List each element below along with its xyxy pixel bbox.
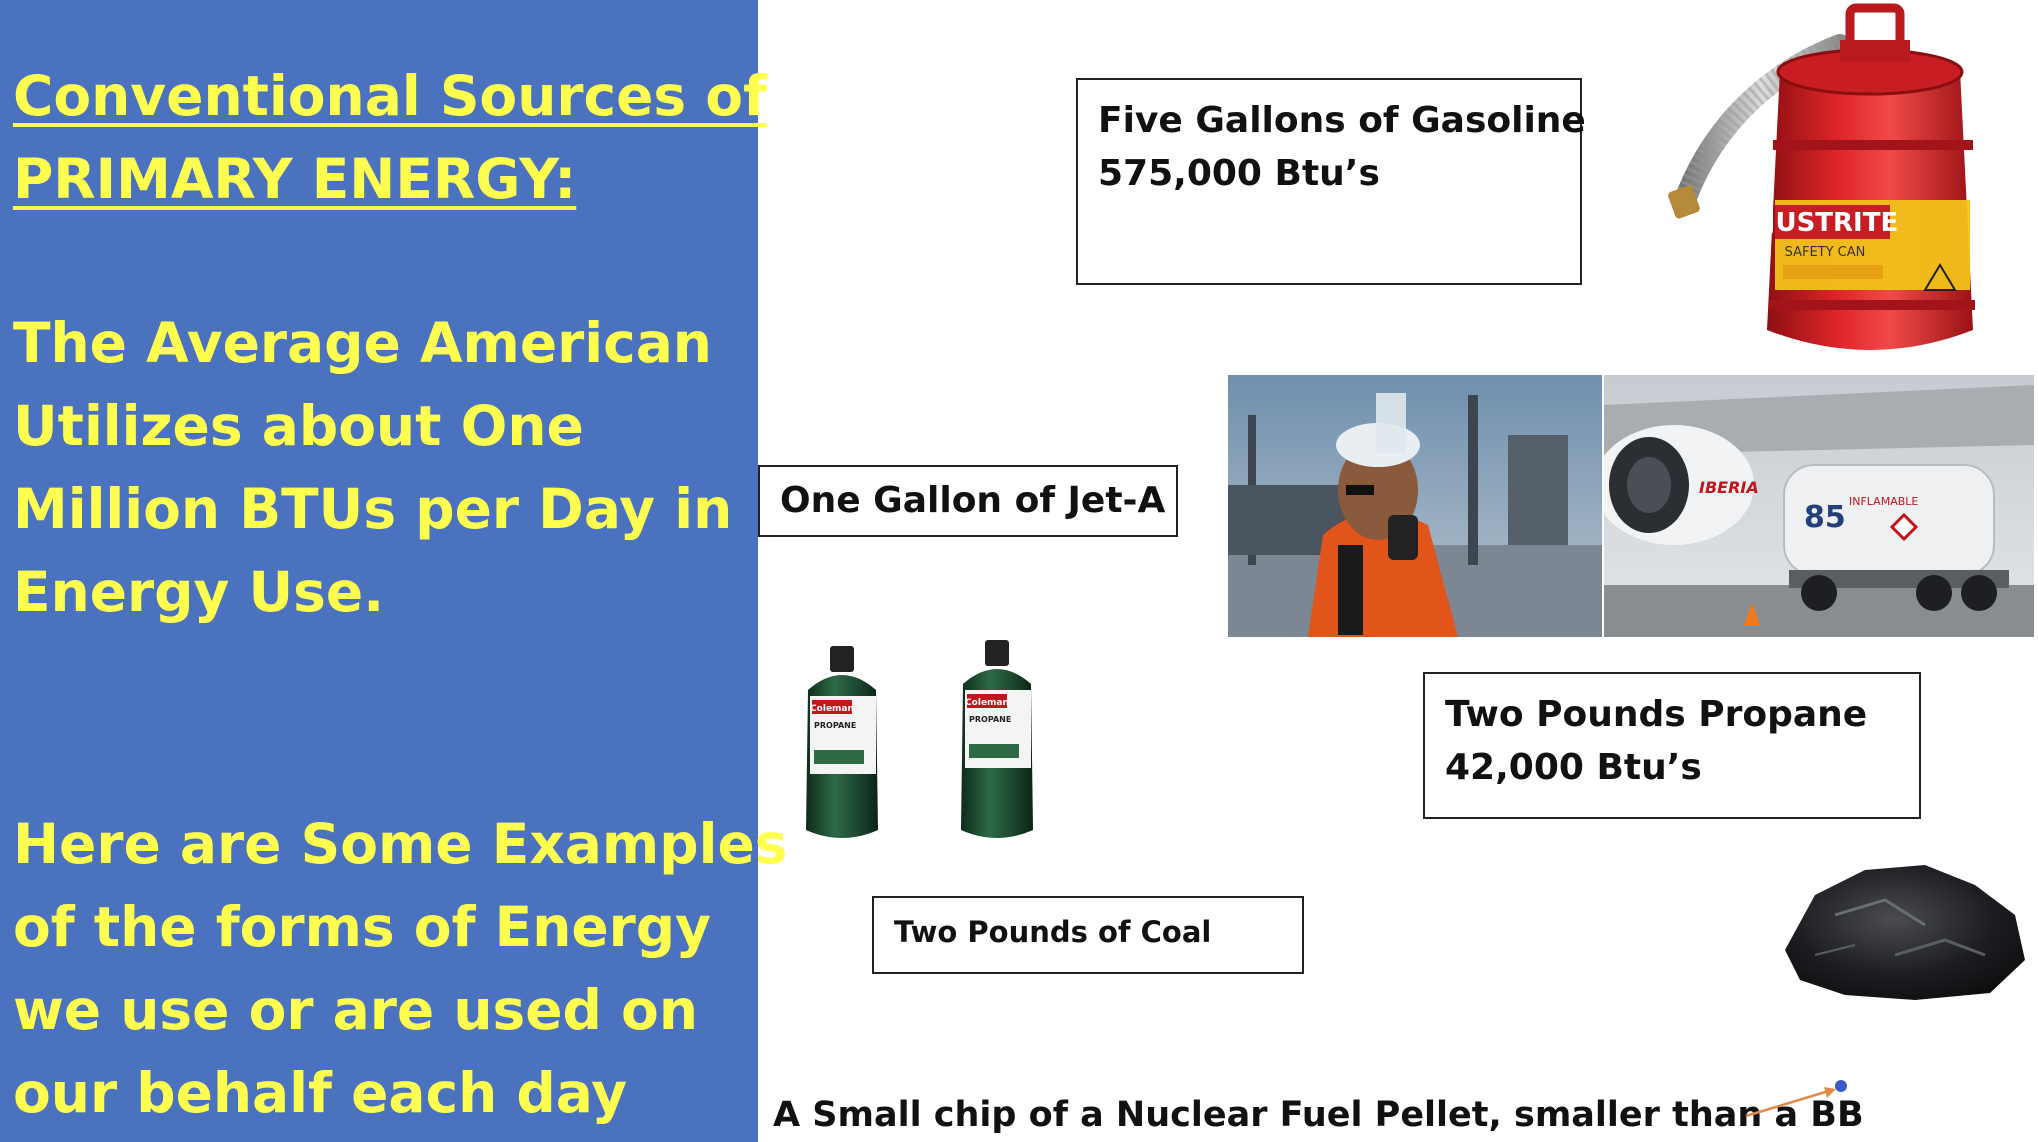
propane-label-box <box>1423 672 1921 819</box>
propane-brand-left: Coleman <box>810 704 854 714</box>
gasoline-title: Five Gallons of Gasoline <box>1098 100 1586 141</box>
gasoline-label-box <box>1076 78 1586 285</box>
jet-a-title: One Gallon of Jet-A <box>780 480 1166 521</box>
jet-fuel-truck-photo <box>1604 375 2034 637</box>
nuclear-pellet-pointer <box>1740 1076 1850 1120</box>
examples-paragraph <box>13 803 788 1135</box>
arrow-line <box>1746 1090 1832 1116</box>
fuel-pellet-dot <box>1835 1080 1847 1092</box>
arrow-head-icon <box>1824 1087 1836 1098</box>
examples-line-4: our behalf each day <box>13 1061 628 1125</box>
gas-can-brand: JUSTRITE <box>1765 208 1899 238</box>
propane-canisters-image <box>800 640 1065 850</box>
truck-text: INFLAMABLE <box>1849 495 1919 508</box>
coal-lump-image <box>1775 855 2030 1005</box>
title-line-1: Conventional Sources of <box>13 64 767 128</box>
propane-btu: 42,000 Btu’s <box>1445 747 1702 788</box>
propane-label-left: PROPANE <box>814 721 857 730</box>
intro-line-3: Million BTUs per Day in <box>13 477 733 541</box>
coal-title: Two Pounds of Coal <box>894 915 1212 949</box>
propane-tank-left <box>806 646 878 838</box>
jet-a-label-box <box>758 465 1178 537</box>
nuclear-caption: A Small chip of a Nuclear Fuel Pellet, smaller than a BB <box>773 1095 1864 1135</box>
examples-line-2: of the forms of Energy <box>13 895 712 959</box>
intro-line-2: Utilizes about One <box>13 394 584 458</box>
propane-label-right: PROPANE <box>969 715 1012 724</box>
gasoline-btu: 575,000 Btu’s <box>1098 153 1380 194</box>
propane-tank-right <box>961 640 1033 838</box>
propane-brand-right: Coleman <box>965 698 1009 708</box>
intro-line-4: Energy Use. <box>13 560 385 624</box>
coal-label-box <box>872 896 1304 974</box>
jet-a-worker-photo <box>1228 375 1602 637</box>
intro-line-1: The Average American <box>13 311 712 375</box>
gas-can-sub: SAFETY CAN <box>1784 245 1866 260</box>
intro-paragraph <box>13 302 732 634</box>
gas-can-image <box>1655 0 1995 365</box>
airline-text: IBERIA <box>1699 478 1759 497</box>
examples-line-3: we use or are used on <box>13 978 699 1042</box>
slide-title <box>13 55 767 221</box>
examples-line-1: Here are Some Examples <box>13 812 788 876</box>
title-line-2: PRIMARY ENERGY: <box>13 147 577 211</box>
left-panel <box>0 0 788 1142</box>
truck-number: 85 <box>1804 500 1846 535</box>
propane-title: Two Pounds Propane <box>1445 694 1868 735</box>
